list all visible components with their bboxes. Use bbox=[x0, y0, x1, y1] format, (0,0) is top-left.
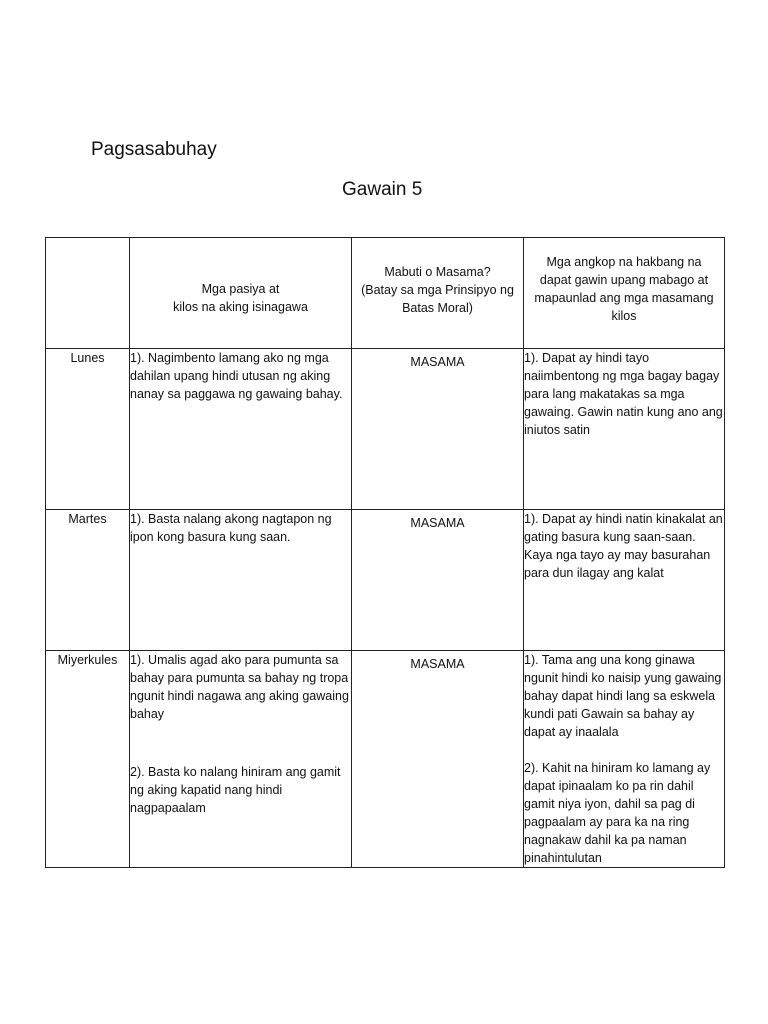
judgement-value: MASAMA bbox=[410, 355, 465, 369]
table-header-row bbox=[46, 238, 725, 349]
step-entry: 1). Dapat ay hindi natin kinakalat an gating basura kung saan-saan. Kaya nga tayo ay may basurahan para dun ilagay ang kalat bbox=[524, 512, 723, 580]
table-row bbox=[46, 349, 725, 510]
steps-cell bbox=[524, 510, 725, 651]
day-label: Lunes bbox=[70, 351, 105, 365]
table-row bbox=[46, 651, 725, 868]
decision-entry: 1). Umalis agad ako para pumunta sa bahay para pumunta sa bahay ng tropa ngunit hindi nagawa ang aking gawaing bahay bbox=[130, 653, 349, 721]
decision-entry: 1). Nagimbento lamang ako ng mga dahilan upang hindi utusan ng aking nanay sa paggawa ng gawaing bahay. bbox=[130, 351, 343, 401]
judgement-cell bbox=[352, 510, 524, 651]
day-label: Miyerkules bbox=[57, 653, 118, 667]
table-row bbox=[46, 510, 725, 651]
header-decisions bbox=[130, 238, 352, 349]
header-decisions-label: Mga pasiya at kilos na aking isinagawa bbox=[173, 282, 308, 314]
judgement-cell bbox=[352, 349, 524, 510]
judgement-cell bbox=[352, 651, 524, 868]
day-cell bbox=[46, 651, 130, 868]
header-judgement-label: Mabuti o Masama? (Batay sa mga Prinsipyo ng Batas Moral) bbox=[361, 265, 514, 315]
decision-cell bbox=[130, 510, 352, 651]
day-cell bbox=[46, 349, 130, 510]
judgement-value: MASAMA bbox=[410, 516, 465, 530]
header-judgement bbox=[352, 238, 524, 349]
steps-cell bbox=[524, 349, 725, 510]
decision-cell bbox=[130, 349, 352, 510]
judgement-value: MASAMA bbox=[410, 657, 465, 671]
steps-cell bbox=[524, 651, 725, 868]
decision-cell bbox=[130, 651, 352, 868]
document-title: Pagsasabuhay bbox=[91, 139, 217, 160]
step-entry: 1). Tama ang una kong ginawa ngunit hindi ko naisip yung gawaing bahay dapat hindi lang sa eskwela kundi pati Gawain sa bahay ay dapat ay inaalala bbox=[524, 653, 722, 739]
header-steps-label: Mga angkop na hakbang na dapat gawin upang mabago at mapaunlad ang mga masamang kilos bbox=[534, 255, 714, 323]
step-entry: 2). Kahit na hiniram ko lamang ay dapat ipinaalam ko pa rin dahil gamit niya iyon, dahil sa pag di pagpaalam ay para ka na ring nagnakaw dahil ka pa naman pinahintulutan bbox=[524, 761, 711, 865]
day-label: Martes bbox=[68, 512, 107, 526]
activity-title: Gawain 5 bbox=[342, 179, 423, 200]
day-cell bbox=[46, 510, 130, 651]
header-steps bbox=[524, 238, 725, 349]
header-day bbox=[46, 238, 130, 349]
activity-table bbox=[45, 237, 725, 868]
decision-entry: 1). Basta nalang akong nagtapon ng ipon kong basura kung saan. bbox=[130, 512, 332, 544]
decision-entry: 2). Basta ko nalang hiniram ang gamit ng aking kapatid nang hindi nagpapaalam bbox=[130, 765, 341, 815]
step-entry: 1). Dapat ay hindi tayo naiimbentong ng mga bagay bagay para lang makatakas sa mga gawaing. Gawin natin kung ano ang iniutos satin bbox=[524, 351, 723, 437]
